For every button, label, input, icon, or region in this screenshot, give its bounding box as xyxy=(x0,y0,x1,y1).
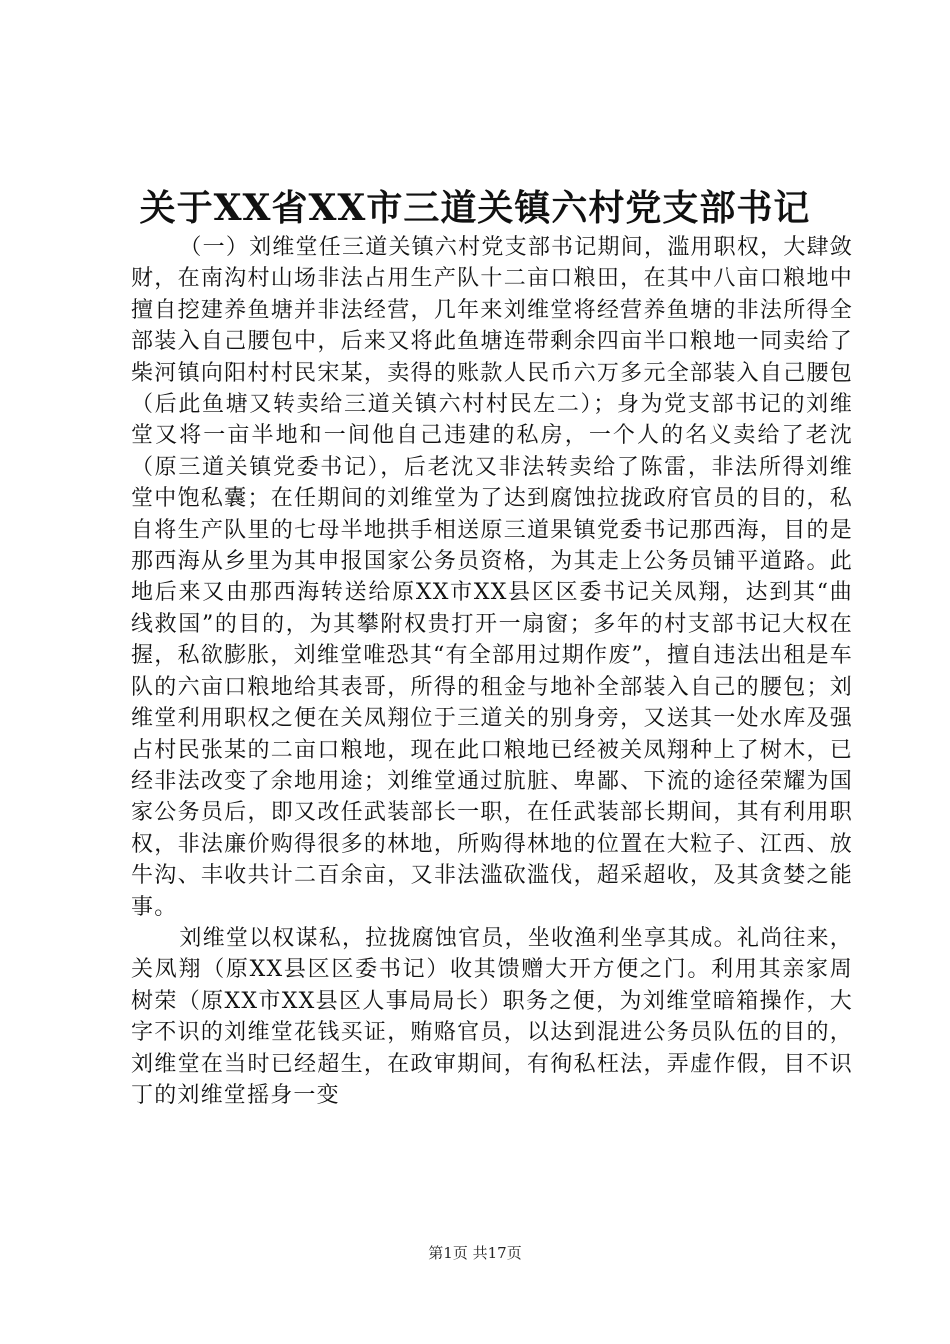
document-body xyxy=(131,232,853,1111)
page-footer: 第1页 共17页 xyxy=(428,1244,522,1262)
paragraph-2: 刘维堂以权谋私，拉拢腐蚀官员，坐收渔利坐享其成。礼尚往来，关凤翔（原XX县区区委书记）收其馈赠大开方便之门。利用其亲家周树荣（原XX市XX县区人事局局长）职务之便，为刘维堂暗箱操作，大字不识的刘维堂花钱买证，贿赂官员，以达到混进公务员队伍的目的，刘维堂在当时已经超生，在政审期间，有徇私枉法，弄虚作假，目不识丁的刘维堂摇身一变 xyxy=(131,925,853,1108)
document-title: 关于XX省XX市三道关镇六村党支部书记 xyxy=(139,187,811,229)
paragraph-1: （一）刘维堂任三道关镇六村党支部书记期间，滥用职权，大肆敛财，在南沟村山场非法占用生产队十二亩口粮田，在其中八亩口粮地中擅自挖建养鱼塘并非法经营，几年来刘维堂将经营养鱼塘的非法所得全部装入自己腰包中，后来又将此鱼塘连带剩余四亩半口粮地一同卖给了柴河镇向阳村村民宋某，卖得的账款人民币六万多元全部装入自己腰包（后此鱼塘又转卖给三道关镇六村村民左二）；身为党支部书记的刘维堂又将一亩半地和一间他自己违建的私房，一个人的名义卖给了老沈（原三道关镇党委书记），后老沈又非法转卖给了陈雷，非法所得刘维堂中饱私囊；在任期间的刘维堂为了达到腐蚀拉拢政府官员的目的，私自将生产队里的七母半地拱手相送原三道果镇党委书记那西海，目的是那西海从乡里为其申报国家公务员资格，为其走上公务员铺平道路。此地后来又由那西海转送给原XX市XX县区区委书记关凤翔，达到其“曲线救国”的目的，为其攀附权贵打开一扇窗；多年的村支部书记大权在握，私欲膨胀，刘维堂唯恐其“有全部用过期作废”，擅自违法出租是车队的六亩口粮地给其表哥，所得的租金与地补全部装入自己的腰包；刘维堂利用职权之便在关凤翔位于三道关的别身旁，又送其一处水库及强占村民张某的二亩口粮地，现在此口粮地已经被关凤翔种上了树木，已经非法改变了余地用途；刘维堂通过肮脏、卑鄙、下流的途径荣耀为国家公务员后，即又改任武装部长一职，在任武装部长期间，其有利用职权，非法廉价购得很多的林地，所购得林地的位置在大粒子、江西、放牛沟、丰收共计二百余亩，又非法滥砍滥伐，超采超收，及其贪婪之能事。 xyxy=(131,235,853,920)
